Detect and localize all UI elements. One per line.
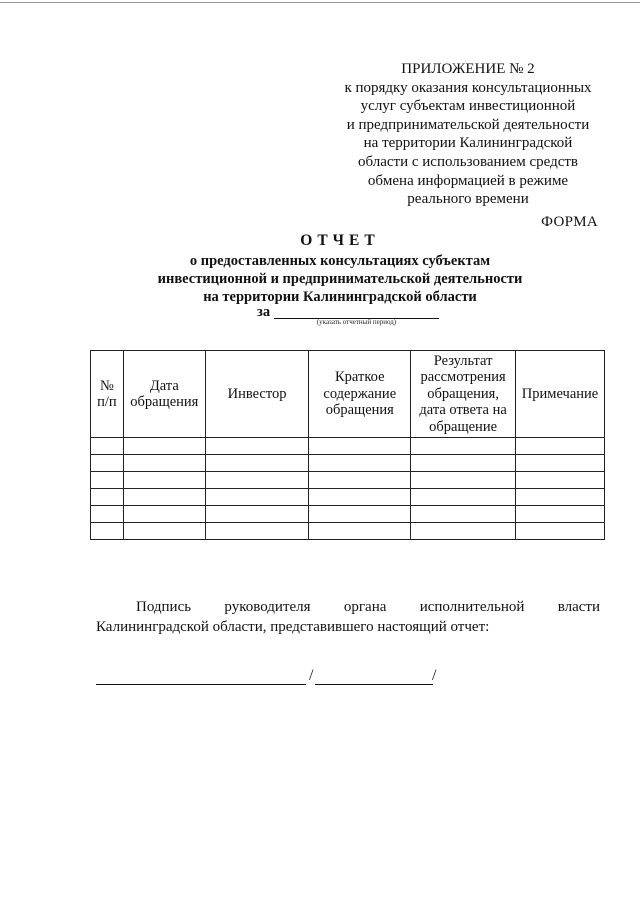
table-cell[interactable] (205, 438, 309, 455)
column-header-note: Примечание (516, 351, 605, 438)
table-cell[interactable] (516, 506, 605, 523)
table-cell[interactable] (309, 506, 411, 523)
table-cell[interactable] (411, 455, 516, 472)
signature-word: исполнительной (419, 599, 525, 615)
table-body (91, 438, 605, 540)
table-row (91, 438, 605, 455)
name-field[interactable] (315, 684, 433, 685)
slash-separator: / (432, 667, 437, 684)
table-cell[interactable] (91, 455, 124, 472)
table-cell[interactable] (411, 506, 516, 523)
appendix-title: ПРИЛОЖЕНИЕ № 2 (401, 61, 535, 77)
table-cell[interactable] (309, 438, 411, 455)
table-cell[interactable] (205, 523, 309, 540)
table-cell[interactable] (205, 472, 309, 489)
table-row (91, 455, 605, 472)
table-cell[interactable] (411, 438, 516, 455)
signature-statement (96, 597, 600, 637)
table-cell[interactable] (411, 523, 516, 540)
slash-separator: / (309, 667, 314, 684)
table-cell[interactable] (516, 438, 605, 455)
appendix-line: и предпринимательской деятельности (346, 116, 590, 133)
signature-word: органа (343, 599, 387, 615)
scan-top-edge-line (0, 2, 640, 3)
table-header-row (91, 351, 605, 438)
appendix-line: области с использованием средств (357, 153, 579, 170)
table-cell[interactable] (411, 472, 516, 489)
appendix-line: услуг субъектам инвестиционной (360, 98, 576, 115)
table-cell[interactable] (91, 506, 124, 523)
report-subtitle-line: о предоставленных консультациях субъектам (189, 253, 491, 269)
table-cell[interactable] (516, 455, 605, 472)
table-cell[interactable] (123, 438, 205, 455)
report-subtitle-line: инвестиционной и предпринимательской деятельности (157, 271, 523, 287)
table-row (91, 523, 605, 540)
table-row (91, 472, 605, 489)
table-row (91, 506, 605, 523)
table-cell[interactable] (309, 455, 411, 472)
table-row (91, 489, 605, 506)
table-cell[interactable] (309, 472, 411, 489)
signature-word: власти (557, 599, 600, 615)
report-table (90, 350, 605, 540)
appendix-header (318, 60, 618, 209)
period-hint: (указать отчетный период) (316, 318, 397, 326)
table-cell[interactable] (123, 472, 205, 489)
signature-word: Подпись (136, 599, 192, 615)
period-prefix: за (257, 304, 271, 320)
table-cell[interactable] (123, 523, 205, 540)
table-cell[interactable] (516, 523, 605, 540)
table-cell[interactable] (205, 489, 309, 506)
appendix-line: к порядку оказания консультационных (344, 79, 592, 96)
signature-field[interactable] (96, 684, 306, 685)
appendix-line: обмена информацией в режиме (367, 172, 569, 189)
table-cell[interactable] (411, 489, 516, 506)
column-header-result: Результат рассмотрения обращения, дата ответа на обращение (411, 351, 516, 438)
signature-line-2: Калининградской области, представившего настоящий отчет: (96, 619, 490, 635)
appendix-line: на территории Калининградской (363, 135, 573, 152)
table-cell[interactable] (123, 506, 205, 523)
signature-word: руководителя (224, 599, 311, 615)
table-cell[interactable] (123, 455, 205, 472)
table-cell[interactable] (91, 438, 124, 455)
table-cell[interactable] (123, 489, 205, 506)
column-header-investor: Инвестор (205, 351, 309, 438)
table-cell[interactable] (205, 455, 309, 472)
table-cell[interactable] (91, 489, 124, 506)
table-cell[interactable] (205, 506, 309, 523)
table-cell[interactable] (91, 523, 124, 540)
column-header-summary: Краткое содержание обращения (309, 351, 411, 438)
table-cell[interactable] (309, 489, 411, 506)
report-title: ОТЧЕТ (300, 232, 380, 249)
report-subtitle-line: на территории Калининградской области (203, 289, 477, 305)
column-header-number: № п/п (91, 351, 124, 438)
table-cell[interactable] (516, 472, 605, 489)
report-heading (140, 232, 540, 306)
signature-line-1 (96, 597, 600, 617)
table-cell[interactable] (91, 472, 124, 489)
table-cell[interactable] (309, 523, 411, 540)
form-label: ФОРМА (541, 214, 598, 230)
appendix-line: реального времени (407, 191, 529, 208)
column-header-date: Дата обращения (123, 351, 205, 438)
table-cell[interactable] (516, 489, 605, 506)
